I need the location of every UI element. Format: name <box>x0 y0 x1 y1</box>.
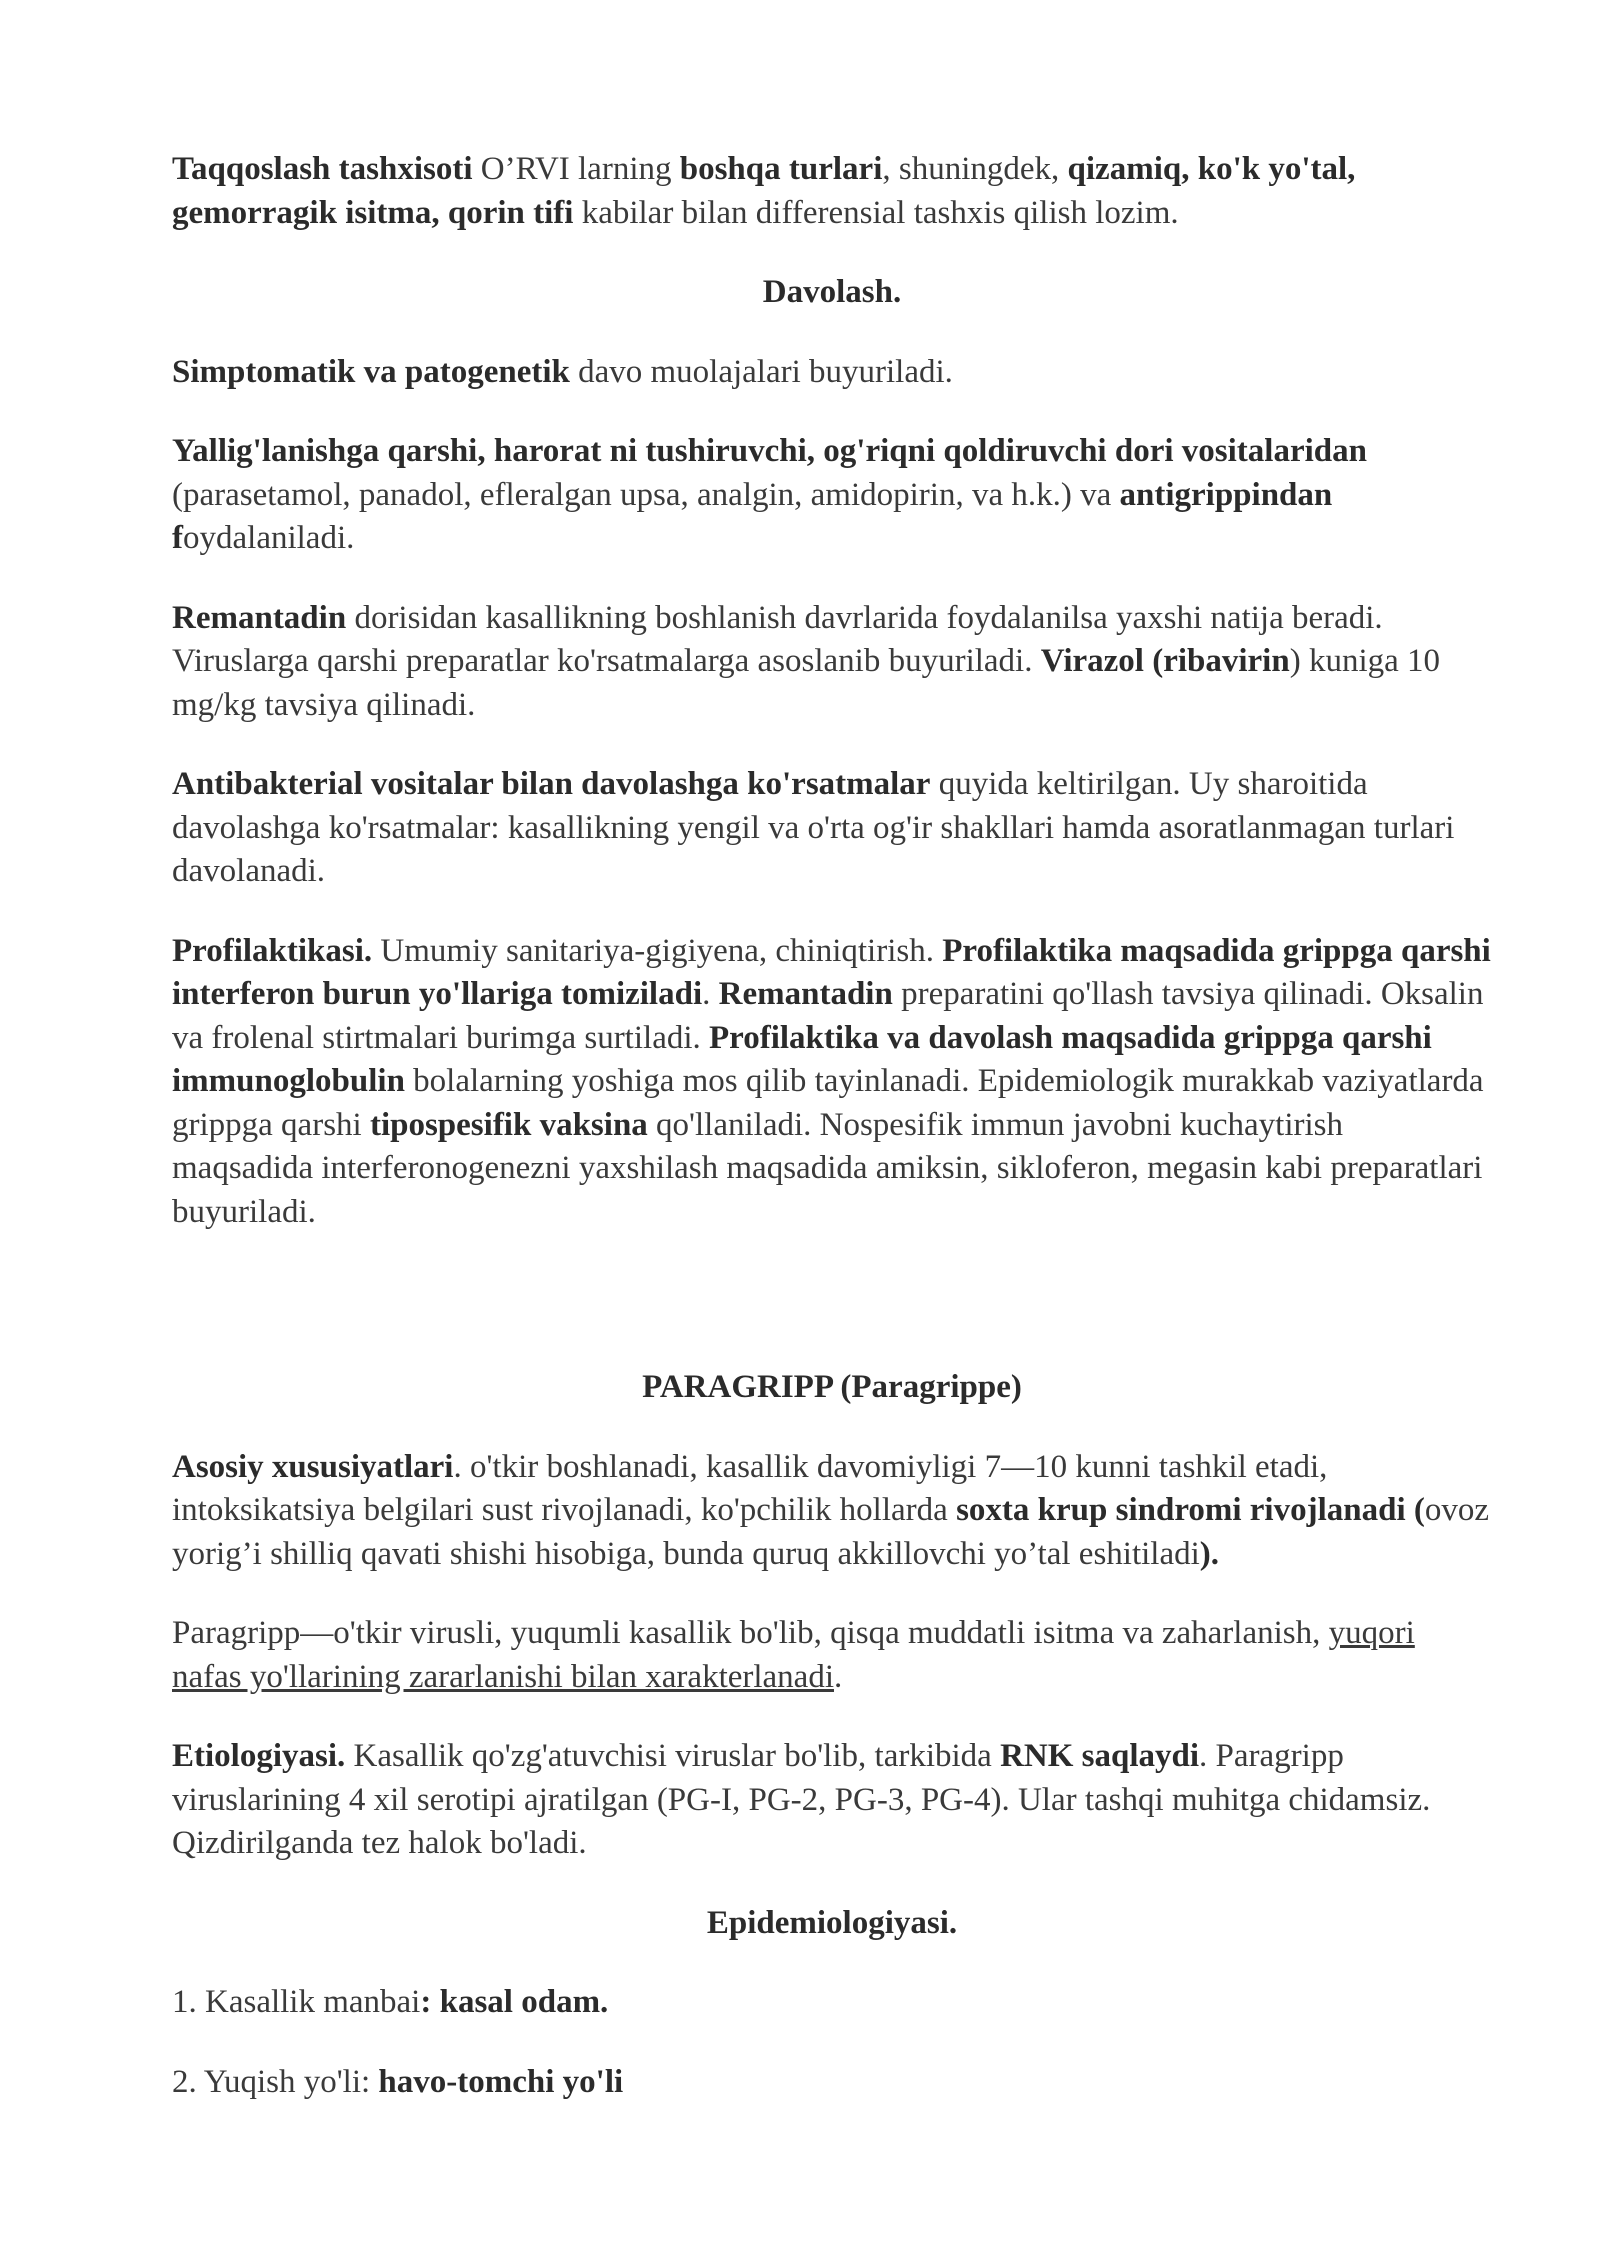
text-run: . <box>702 976 719 1012</box>
heading-paragripp: PARAGRIPP (Paragrippe) <box>642 1369 1022 1405</box>
text-run: ) kuniga 10 mg/kg tavsiya qilinadi. <box>172 643 1441 723</box>
text-run: davo muolajalari buyuriladi. <box>569 353 953 390</box>
text-run: qo'llaniladi. Nospesifik immun javobni kuchaytirish maqsadida interferonogenezni yaxshilash maqsadida amiksin, sikloferon, megasin kabi preparatlari buyuriladi. <box>172 1106 1483 1230</box>
underlined-text: yuqori nafas yo'llarining zararlanishi bilan xarakterlanadi <box>172 1615 1415 1695</box>
bold-term: soxta krup sindromi rivojlanadi ( <box>956 1492 1425 1528</box>
text-run: . Paragripp viruslarining 4 xil serotipi ajratilgan (PG-I, PG-2, PG-3, PG-4). Ular tashqi muhitga chidamsiz. Qizdirilganda tez halok bo'ladi. <box>172 1738 1431 1861</box>
bold-term: Simptomatik va patogenetik <box>172 353 570 390</box>
numbered-list <box>172 1981 1492 2104</box>
text-run: quyida keltirilgan. Uy sharoitida davolashga ko'rsatmalar: kasallikning yengil va o'rta og'ir shakllari hamda asoratlanmagan turlari davolanadi. <box>172 766 1455 889</box>
paragraph-main-features <box>172 1446 1492 1577</box>
list-item-text: 2. Yuqish yo'li: <box>172 2063 379 2100</box>
bold-term: Etiologiyasi. <box>172 1738 346 1774</box>
paragraph-etiology <box>172 1735 1492 1866</box>
paragraph-symptomatic <box>172 351 1492 395</box>
text-run: oydalaniladi. <box>183 520 355 556</box>
list-item-bold: havo-tomchi yo'li <box>378 2063 624 2100</box>
text-run: bolalarning yoshiga mos qilib tayinlanadi. Epidemiologik murakkab vaziyatlarda grippga qarshi <box>172 1063 1484 1143</box>
heading-davolash: Davolash. <box>762 274 902 310</box>
list-item-text: 1. Kasallik manbai <box>172 1984 421 2020</box>
text-run: , shuningdek, <box>882 151 1068 187</box>
text-run: . o'tkir boshlanadi, kasallik davomiyligi 7—10 kunni tashkil etadi, intoksikatsiya belgilari sust rivojlanadi, ko'pchilik hollarda <box>172 1448 1328 1528</box>
text-run: ovoz yorig’i shilliq qavati shishi hisobiga, bunda quruq akkillovchi yo’tal eshitiladi <box>172 1492 1490 1572</box>
paragraph-prophylaxis <box>172 930 1492 1235</box>
bold-term: Profilaktika va davolash maqsadida grippga qarshi immunoglobulin <box>172 1019 1432 1099</box>
bold-term: Asosiy xususiyatlari <box>172 1448 454 1485</box>
bold-term: antigrippindan f <box>172 476 1333 556</box>
bold-term: Profilaktika maqsadida grippga qarshi interferon burun yo'llariga tomiziladi <box>172 932 1491 1012</box>
paragraph-definition <box>172 1612 1492 1699</box>
bold-term: Remantadin <box>718 976 893 1012</box>
list-item <box>172 1981 1492 2025</box>
bold-term: Remantadin <box>172 599 347 636</box>
bold-term: RNK saqlaydi <box>1000 1738 1200 1774</box>
paragraph-differential-diagnosis <box>172 148 1492 235</box>
bold-term: ). <box>1199 1535 1220 1572</box>
bold-term: Antibakterial vositalar bilan davolashga ko'rsatmalar <box>172 766 931 802</box>
spacer <box>172 1270 1492 1366</box>
list-item-bold: : kasal odam. <box>420 1984 609 2020</box>
bold-term: qizamiq, ko'k yo'tal, gemorragik isitma, qorin tifi <box>172 151 1356 231</box>
text-run: Kasallik qo'zg'atuvchisi viruslar bo'lib, tarkibida <box>345 1738 1001 1774</box>
bold-term: Profilaktikasi. <box>172 932 373 969</box>
bold-term: tipospesifik vaksina <box>369 1106 648 1143</box>
bold-term: boshqa turlari <box>679 151 883 187</box>
document-page <box>172 148 1492 2140</box>
text-run: O’RVI larning <box>472 151 680 187</box>
text-run: Umumiy sanitariya-gigiyena, chiniqtirish. <box>372 932 943 969</box>
heading-epidemiology: Epidemiologiyasi. <box>706 1904 958 1941</box>
list-item <box>172 2061 1492 2105</box>
bold-term: Virazol (ribavirin <box>1040 643 1290 679</box>
paragraph-anti-inflammatory <box>172 430 1492 561</box>
text-run: Paragripp—o'tkir virusli, yuqumli kasallik bo'lib, qisqa muddatli isitma va zaharlanish, <box>172 1615 1329 1651</box>
text-run: (parasetamol, panadol, efleralgan upsa, analgin, amidopirin, va h.k.) va <box>172 476 1120 513</box>
text-run: . <box>834 1658 843 1695</box>
text-run: preparatini qo'llash tavsiya qilinadi. Oksalin va frolenal stirtmalari burimga surtiladi. <box>172 976 1484 1056</box>
bold-term: Yallig'lanishga qarshi, harorat ni tushiruvchi, og'riqni qoldiruvchi dori vositalaridan <box>172 433 1367 469</box>
text-run: dorisidan kasallikning boshlanish davrlarida foydalanilsa yaxshi natija beradi. Viruslarga qarshi preparatlar ko'rsatmalarga asoslanib buyuriladi. <box>172 599 1383 679</box>
paragraph-remantadin <box>172 597 1492 728</box>
paragraph-antibacterial <box>172 763 1492 894</box>
text-run: kabilar bilan differensial tashxis qilish lozim. <box>573 194 1179 231</box>
bold-term: Taqqoslash tashxisoti <box>172 151 473 187</box>
